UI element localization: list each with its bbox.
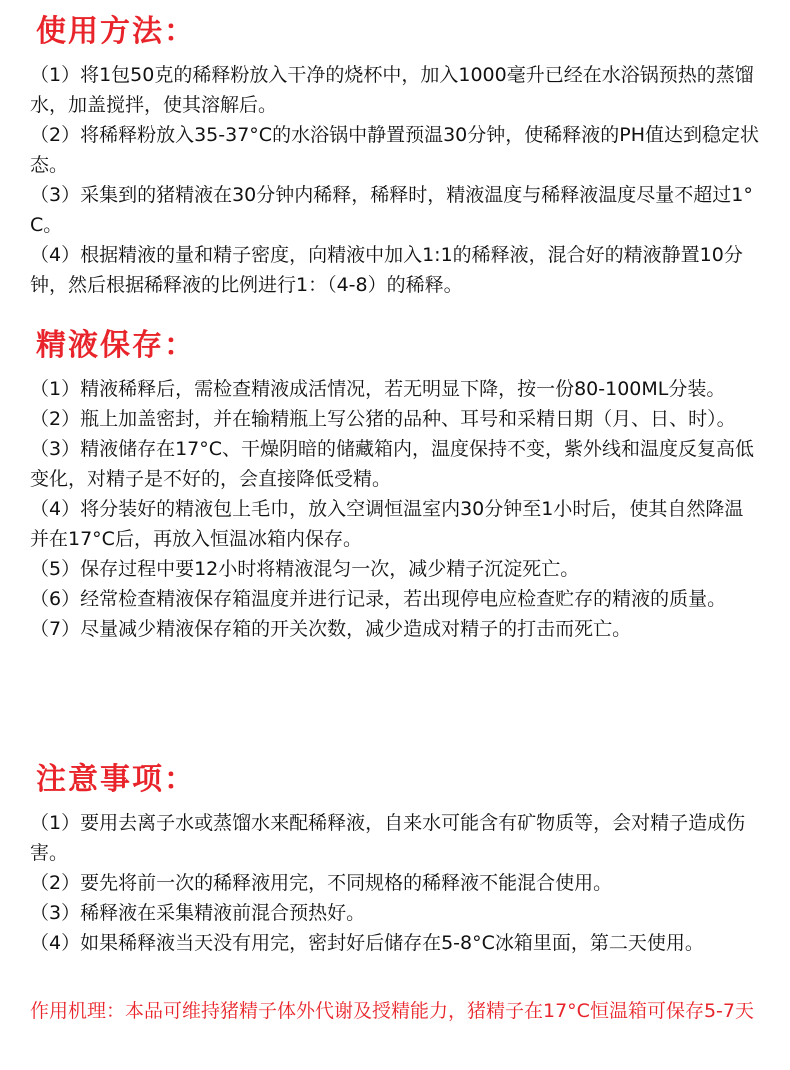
storage-item-5: （5）保存过程中要12小时将精液混匀一次，减少精子沉淀死亡。 <box>30 558 580 580</box>
storage-list <box>30 374 760 644</box>
storage-item-4: （4）将分装好的精液包上毛巾，放入空调恒温室内30分钟至1小时后，使其自然降温并在17°C后，再放入恒温冰箱内保存。 <box>30 498 744 550</box>
section-title-storage: 精液保存： <box>36 328 196 363</box>
section-title-precautions: 注意事项： <box>36 762 196 797</box>
storage-item-6: （6）经常检查精液保存箱温度并进行记录，若出现停电应检查贮存的精液的质量。 <box>30 588 727 610</box>
precaution-item-1: （1）要用去离子水或蒸馏水来配稀释液，自来水可能含有矿物质等，会对精子造成伤害。 <box>30 812 746 864</box>
section-title-usage: 使用方法： <box>36 14 196 49</box>
storage-item-3: （3）精液储存在17°C、干燥阴暗的储藏箱内，温度保持不变，紫外线和温度反复高低变化，对精子是不好的，会直接降低受精。 <box>30 438 755 490</box>
storage-item-2: （2）瓶上加盖密封，并在输精瓶上写公猪的品种、耳号和采精日期（月、日、时）。 <box>30 408 736 430</box>
usage-item-3: （3）采集到的猪精液在30分钟内稀释，稀释时，精液温度与稀释液温度尽量不超过1°C。 <box>30 184 753 236</box>
mechanism-note: 作用机理：本品可维持猪精子体外代谢及授精能力，猪精子在17°C恒温箱可保存5-7天 <box>30 1000 754 1022</box>
storage-item-1: （1）精液稀释后，需检查精液成活情况，若无明显下降，按一份80-100ML分装。 <box>30 378 726 400</box>
precaution-item-4: （4）如果稀释液当天没有用完，密封好后储存在5-8°C冰箱里面，第二天使用。 <box>30 932 704 954</box>
precaution-item-2: （2）要先将前一次的稀释液用完，不同规格的稀释液不能混合使用。 <box>30 872 613 894</box>
usage-item-1: （1）将1包50克的稀释粉放入干净的烧杯中，加入1000毫升已经在水浴锅预热的蒸馏水，加盖搅拌，使其溶解后。 <box>30 64 754 116</box>
usage-item-2: （2）将稀释粉放入35-37°C的水浴锅中静置预温30分钟，使稀释液的PH值达到稳定状态。 <box>30 124 759 176</box>
storage-item-7: （7）尽量减少精液保存箱的开关次数，减少造成对精子的打击而死亡。 <box>30 618 632 640</box>
usage-item-4: （4）根据精液的量和精子密度，向精液中加入1:1的稀释液，混合好的精液静置10分钟，然后根据稀释液的比例进行1：（4-8）的稀释。 <box>30 244 743 296</box>
usage-list <box>30 60 760 300</box>
precaution-item-3: （3）稀释液在采集精液前混合预热好。 <box>30 902 366 924</box>
precautions-list <box>30 808 760 958</box>
